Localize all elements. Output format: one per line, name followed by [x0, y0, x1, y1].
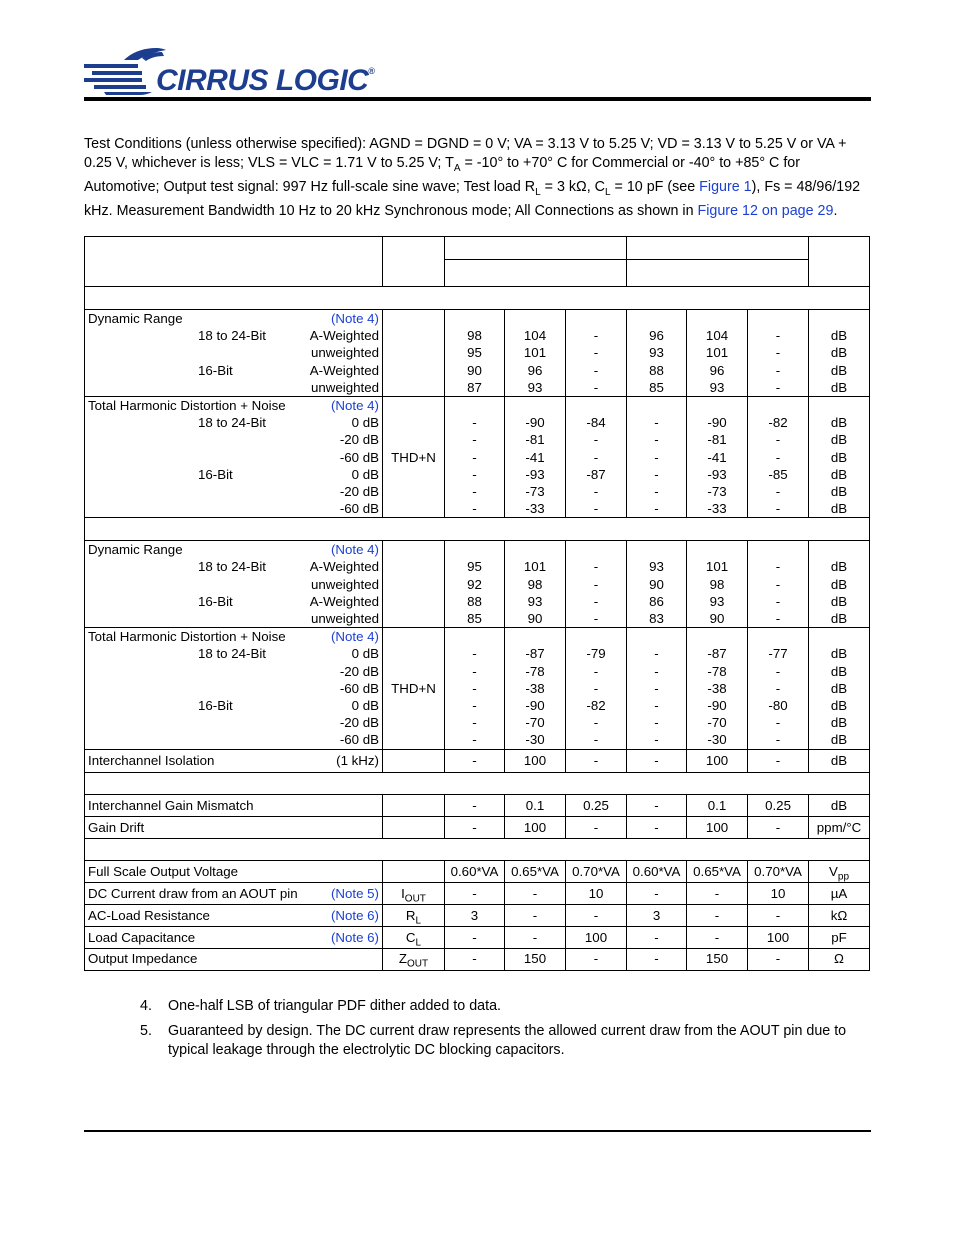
table-row: Interchannel Gain Mismatch - 0.1 0.25 - 0.1 0.25 dB: [85, 794, 870, 816]
footnote: 5. Guaranteed by design. The DC current draw represents the allowed current draw from the AOUT pin due to typical leakage through the electrolytic DC blocking capacitors.: [140, 1023, 847, 1058]
note-link[interactable]: (Note 4): [330, 629, 379, 645]
param-title: Total Harmonic Distortion + Noise (Note 4): [88, 397, 379, 413]
table-row: Output Impedance $Z_{OUT}$ - 150 - - 150 - Ω: [85, 948, 870, 970]
note-link[interactable]: (Note 4): [330, 311, 379, 326]
param-title: Dynamic Range (Note 4): [88, 542, 379, 558]
spec-table: [84, 236, 870, 971]
table-row: Full Scale Output Voltage 0.60*VA 0.65*VA 0.70*VA 0.60*VA 0.65*VA 0.70*VA $V_{pp}$: [85, 860, 870, 882]
note-link[interactable]: (Note 5): [330, 885, 379, 901]
table-row: Total Harmonic Distortion + Noise (Note 4) 18 to 24-Bit 0 dB -20 dB -60 dB 16-Bit 0 dB -20 dB -60 dB THD+N - - - - - - -87 -78 -38 -90 -70 -30 -79 - - -82 - - - - - - - - -87 -78 -38 -90 -70 -30 -77 - - -80 - - dB dB dB dB dB dB: [85, 628, 870, 749]
figure-1-link[interactable]: Figure 1: [699, 178, 752, 195]
table-row: Dynamic Range (Note 4) 18 to 24-Bit A-Weighted unweighted 16-Bit A-Weighted unweighted 98 95 90 87 104 101 96 93 - - - - 96 93 88 85 104 101 96 93 - - - - dB dB dB dB: [85, 310, 870, 397]
footnotes: [140, 997, 870, 1066]
table-row: AC-Load Resistance (Note 6) $R_L$ 3 - - 3 - - kΩ: [85, 904, 870, 926]
figure-12-link[interactable]: Figure 12 on page 29: [697, 202, 834, 219]
note-link[interactable]: (Note 4): [330, 542, 379, 558]
table-header-row: [85, 237, 870, 260]
note-link[interactable]: (Note 6): [330, 907, 379, 923]
symbol: THD+N: [383, 628, 445, 749]
section-header-row: [85, 518, 870, 541]
footnote: 4. One-half LSB of triangular PDF dither added to data.: [140, 998, 501, 1014]
table-row: Load Capacitance (Note 6) $C_L$ - - 100 - - 100 pF: [85, 926, 870, 948]
note-link[interactable]: (Note 4): [330, 397, 379, 413]
table-row: Dynamic Range (Note 4) 18 to 24-Bit A-Weighted unweighted 16-Bit A-Weighted unweighted 95 92 88 85 101 98 93 90 - - - - 93 90 86 83 101 98 93 90 - - - - dB dB dB dB: [85, 541, 870, 628]
table-row: DC Current draw from an AOUT pin (Note 5) $I_{OUT}$ - - 10 - - 10 µA: [85, 882, 870, 904]
footer-rule: [84, 1130, 871, 1132]
table-row: Interchannel Isolation (1 kHz) - 100 - - 100 - dB: [85, 749, 870, 772]
table-row: Gain Drift - 100 - - 100 - ppm/°C: [85, 816, 870, 838]
section-header-row: [85, 287, 870, 310]
brand-name: CIRRUS LOGIC®: [156, 64, 375, 97]
section-header-row: [85, 838, 870, 860]
param-title: Total Harmonic Distortion + Noise (Note 4): [88, 629, 379, 645]
symbol: THD+N: [383, 396, 445, 517]
param-title: Dynamic Range (Note 4): [88, 311, 379, 326]
section-header-row: [85, 772, 870, 794]
table-row: Total Harmonic Distortion + Noise (Note 4) 18 to 24-Bit 0 dB -20 dB -60 dB 16-Bit 0 dB -20 dB -60 dB THD+N - - - - - - -90 -81 -41 -93 -73 -33 -84 - - -87 - - - - - - - - -90 -81 -41 -93 -73 -33 -82 - - -85 - - dB dB dB dB dB dB: [85, 396, 870, 517]
header-rule: [84, 97, 871, 101]
test-conditions: Test Conditions (unless otherwise specified): AGND = DGND = 0 V; VA = 3.13 V to 5.25 V; VD = 3.13 V to 5.25 V or VA + 0.25 V, whichever is less; VLS = VLC = 1.71 V to 5.25 V; $T_A = -10^\circ$ to +70° C for Commercial or -40° to +85° C for Automotive; Output test signal: 997 Hz full-scale sine wave; Test load $R_L = 3$ kΩ, $C_L = 10$ pF (see Figure 1), Fs = 48/96/192 kHz. Measurement Bandwidth 10 Hz to 20 kHz Synchronous mode; All Connections as shown in Figure 12 on page 29.: [84, 136, 861, 219]
note-link[interactable]: (Note 6): [330, 929, 379, 945]
